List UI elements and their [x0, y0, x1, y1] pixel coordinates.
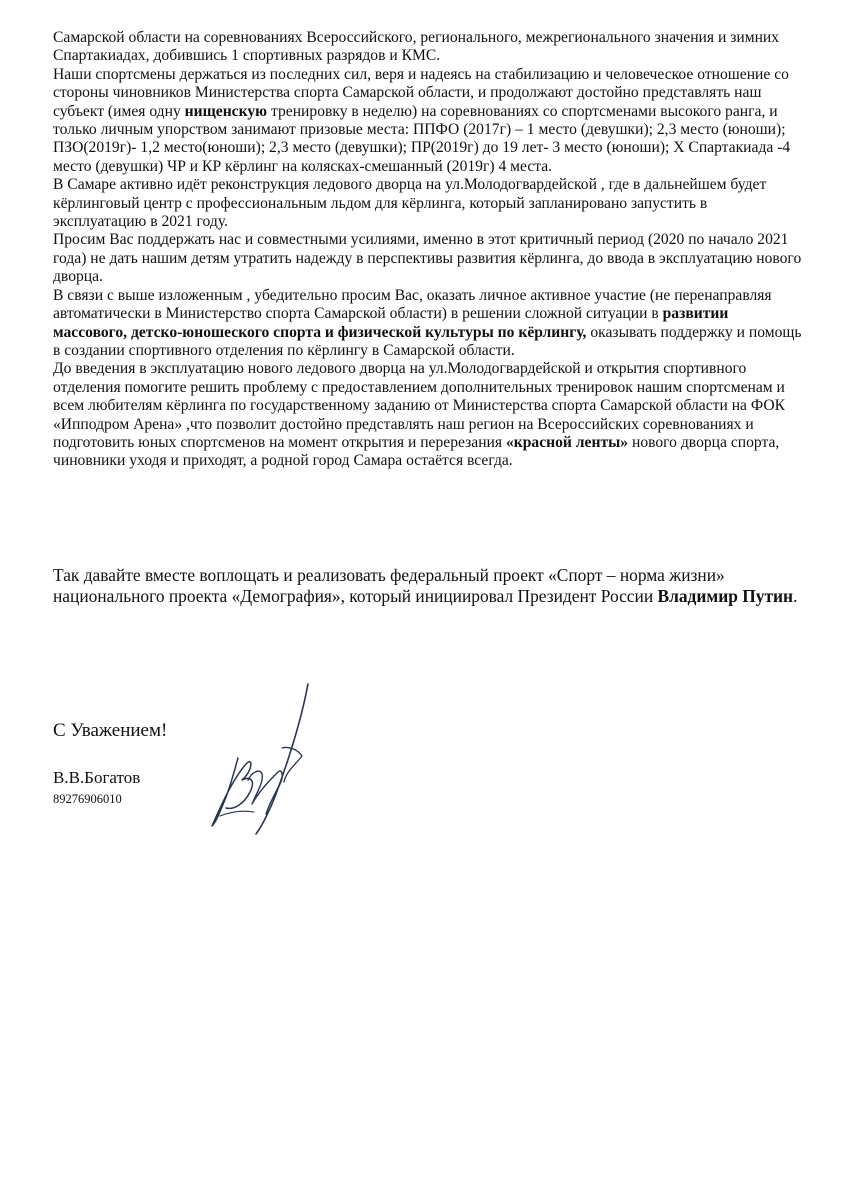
letter-body: [53, 29, 803, 471]
closing-statement: [53, 565, 803, 607]
text-run: Просим Вас поддержать нас и совместными усилиями, именно в этот критичный период (2020 по начало 2021 года) не дать нашим детям утратить надежду в перспективы развития кёрлинга, до ввода в эксплуатацию нового дворца.: [53, 231, 802, 286]
bold-text-run: развитии массового, детско-юношеского спорта и физической культуры по кёрлингу,: [53, 305, 729, 341]
text-run: тренировку в неделю) на соревнованиях со спортсменами высокого ранга, и только личным упорством занимают призовые места: ППФО (2017г) – 1 место (девушки); 2,3 место (юноши); ПЗО(2019г)- 1,2 место(юноши); 2,3 место (девушки); ПР(2019г) до 19 лет- 3 место (юноши); Х Спартакиада -4 место (девушки) ЧР и КР кёрлинг на колясках-смешанный (2019г) 4 места.: [53, 102, 791, 175]
text-run: оказывать поддержку и помощь в создании спортивного отделения по кёрлингу в Самарской области.: [53, 323, 802, 359]
signer-name: В.В.Богатов: [53, 768, 141, 787]
bold-text-run: Владимир Путин: [657, 586, 794, 606]
paragraph-personal-participation: [53, 287, 803, 361]
paragraph-athletes: [53, 66, 803, 176]
paragraph-additional-trainings: [53, 360, 803, 470]
text-run: Самарской области на соревнованиях Всероссийского, регионального, межрегионального значения и зимних Спартакиадах, добившись 1 спортивных разрядов и КМС.: [53, 29, 780, 65]
bold-text-run: «красной ленты»: [505, 433, 629, 451]
regards-line: С Уважением!: [53, 720, 168, 741]
handwritten-signature: [190, 676, 330, 846]
text-run: Так давайте вместе воплощать и реализовать федеральный проект «Спорт – норма жизни» национального проекта «Демография», который инициировал Президент России: [53, 565, 725, 606]
text-run: В Самаре активно идёт реконструкция ледового дворца на ул.Молодогвардейской , где в дальнейшем будет кёрлинговый центр с профессиональным льдом для кёрлинга, который запланировано запустить в эксплуатацию в 2021 году.: [53, 176, 767, 231]
text-run: .: [793, 586, 798, 606]
bold-text-run: нищенскую: [184, 102, 268, 120]
paragraph-federal-project: [53, 565, 803, 607]
text-run: Наши спортсмены держаться из последних сил, веря и надеясь на стабилизацию и человеческое отношение со стороны чиновников Министерства спорта Самарской области, и продолжают достойно представлять наш субъект (имея одну: [53, 65, 789, 120]
text-run: нового дворца спорта, чиновники уходя и приходят, а родной город Самара остаётся всегда.: [53, 433, 780, 470]
signer-phone: 89276906010: [53, 792, 122, 806]
paragraph-support-request: [53, 231, 803, 286]
text-run: До введения в эксплуатацию нового ледового дворца на ул.Молодогвардейской и открытия спортивного отделения помогите решить проблему с предоставлением дополнительных тренировок нашим спортсменам и всем любителям кёрлинга по государственному заданию от Министерства спорта Самарской области на ФОК «Ипподром Арена» ,что позволит достойно представлять наш регион на Всероссийских соревнованиях и подготовить юных спортсменов на момент открытия и перерезания: [53, 360, 786, 451]
paragraph-results-intro: [53, 29, 803, 66]
text-run: В связи с выше изложенным , убедительно просим Вас, оказать личное активное участие (не перенаправляя автоматически в Министерство спорта Самарской области) в решении сложной ситуации в: [53, 286, 772, 323]
paragraph-reconstruction: [53, 176, 803, 231]
